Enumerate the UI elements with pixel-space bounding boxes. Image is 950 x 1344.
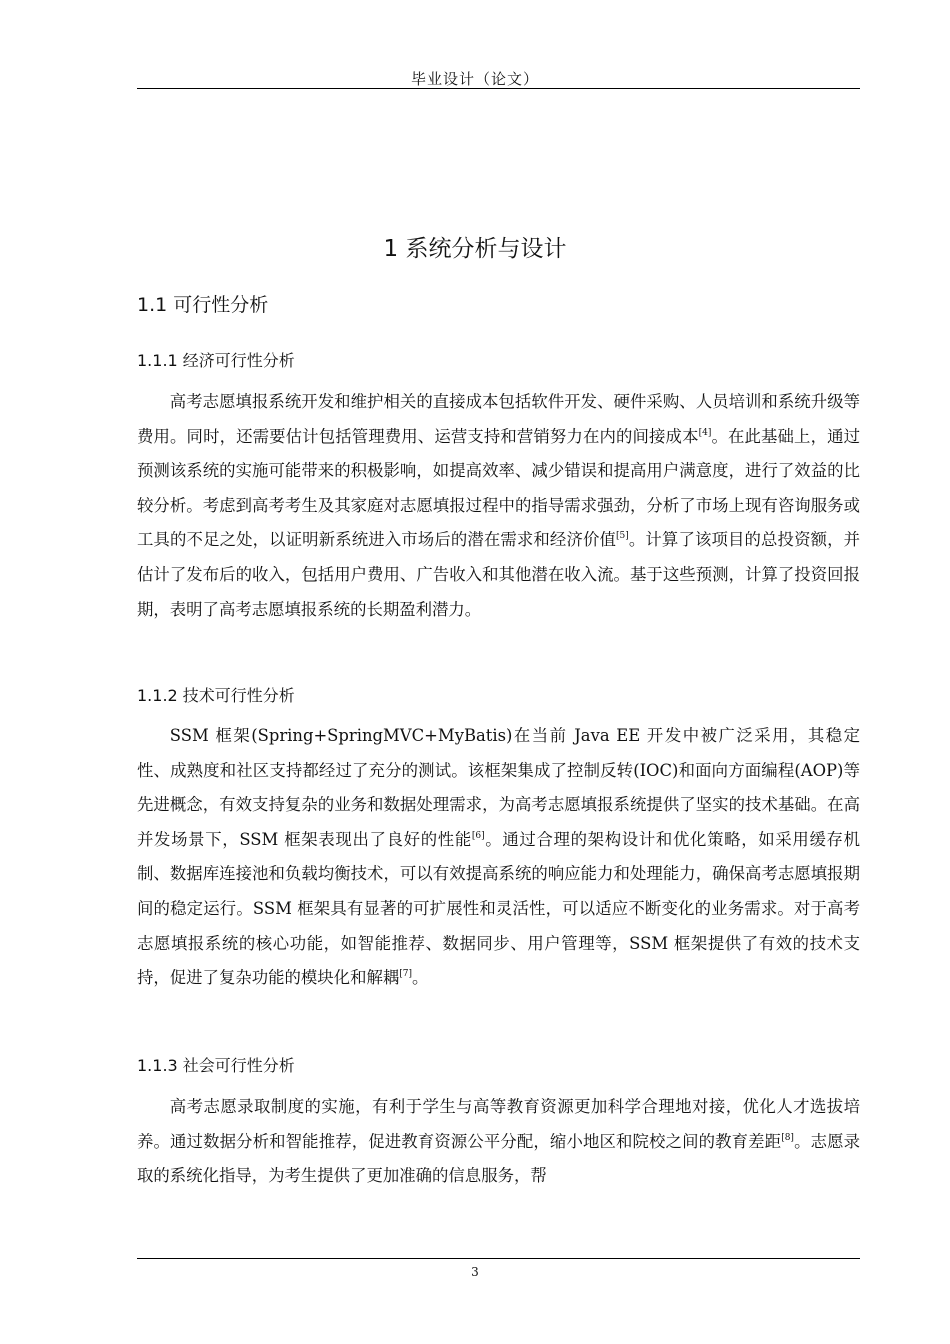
citation: [6] xyxy=(471,830,485,841)
running-header: 毕业设计（论文） xyxy=(410,70,539,88)
chapter-title: 1 系统分析与设计 xyxy=(383,236,567,262)
paragraph-social: 高考志愿录取制度的实施，有利于学生与高等教育资源更加科学合理地对接，优化人才选拔培养。通过数据分析和智能推荐，促进教育资源公平分配，缩小地区和院校之间的教育差距[8]。志愿录取的系统化指导，为考生提供了更加准确的信息服务，帮 xyxy=(137,1097,861,1186)
citation: [8] xyxy=(781,1132,794,1143)
section-title: 1.1 可行性分析 xyxy=(137,294,269,316)
subsection-title-economic: 1.1.1 经济可行性分析 xyxy=(137,351,295,370)
footer-rule xyxy=(137,1258,860,1259)
subsection-title-technical: 1.1.2 技术可行性分析 xyxy=(137,686,295,705)
subsection-title-social: 1.1.3 社会可行性分析 xyxy=(137,1056,295,1075)
paragraph-technical: SSM 框架(Spring+SpringMVC+MyBatis)在当前 Java EE 开发中被广泛采用，其稳定性、成熟度和社区支持都经过了充分的测试。该框架集成了控制反转(IOC)和面向方面编程(AOP)等先进概念，有效支持复杂的业务和数据处理需求，为高考志愿填报系统提供了坚实的技术基础。在高并发场景下，SSM 框架表现出了良好的性能[6]。通过合理的架构设计和优化策略，如采用缓存机制、数据库连接池和负载均衡技术，可以有效提高系统的响应能力和处理能力，确保高考志愿填报期间的稳定运行。SSM 框架具有显著的可扩展性和灵活性，可以适应不断变化的业务需求。对于高考志愿填报系统的核心功能，如智能推荐、数据同步、用户管理等，SSM 框架提供了有效的技术支持，促进了复杂功能的模块化和解耦[7]。 xyxy=(137,726,860,988)
citation: [4] xyxy=(698,427,712,438)
paragraph-economic: 高考志愿填报系统开发和维护相关的直接成本包括软件开发、硬件采购、人员培训和系统升级等费用。同时，还需要估计包括管理费用、运营支持和营销努力在内的间接成本[4]。在此基础上，通过预测该系统的实施可能带来的积极影响，如提高效率、减少错误和提高用户满意度，进行了效益的比较分析。考虑到高考考生及其家庭对志愿填报过程中的指导需求强劲，分析了市场上现有咨询服务或工具的不足之处，以证明新系统进入市场后的潜在需求和经济价值[5]。计算了该项目的总投资额，并估计了发布后的收入，包括用户费用、广告收入和其他潜在收入流。基于这些预测，计算了投资回报期，表明了高考志愿填报系统的长期盈利潜力。 xyxy=(137,392,861,619)
page-number: 3 xyxy=(471,1265,479,1279)
citation: [7] xyxy=(399,969,412,980)
citation: [5] xyxy=(616,531,629,542)
header-rule xyxy=(137,88,860,89)
